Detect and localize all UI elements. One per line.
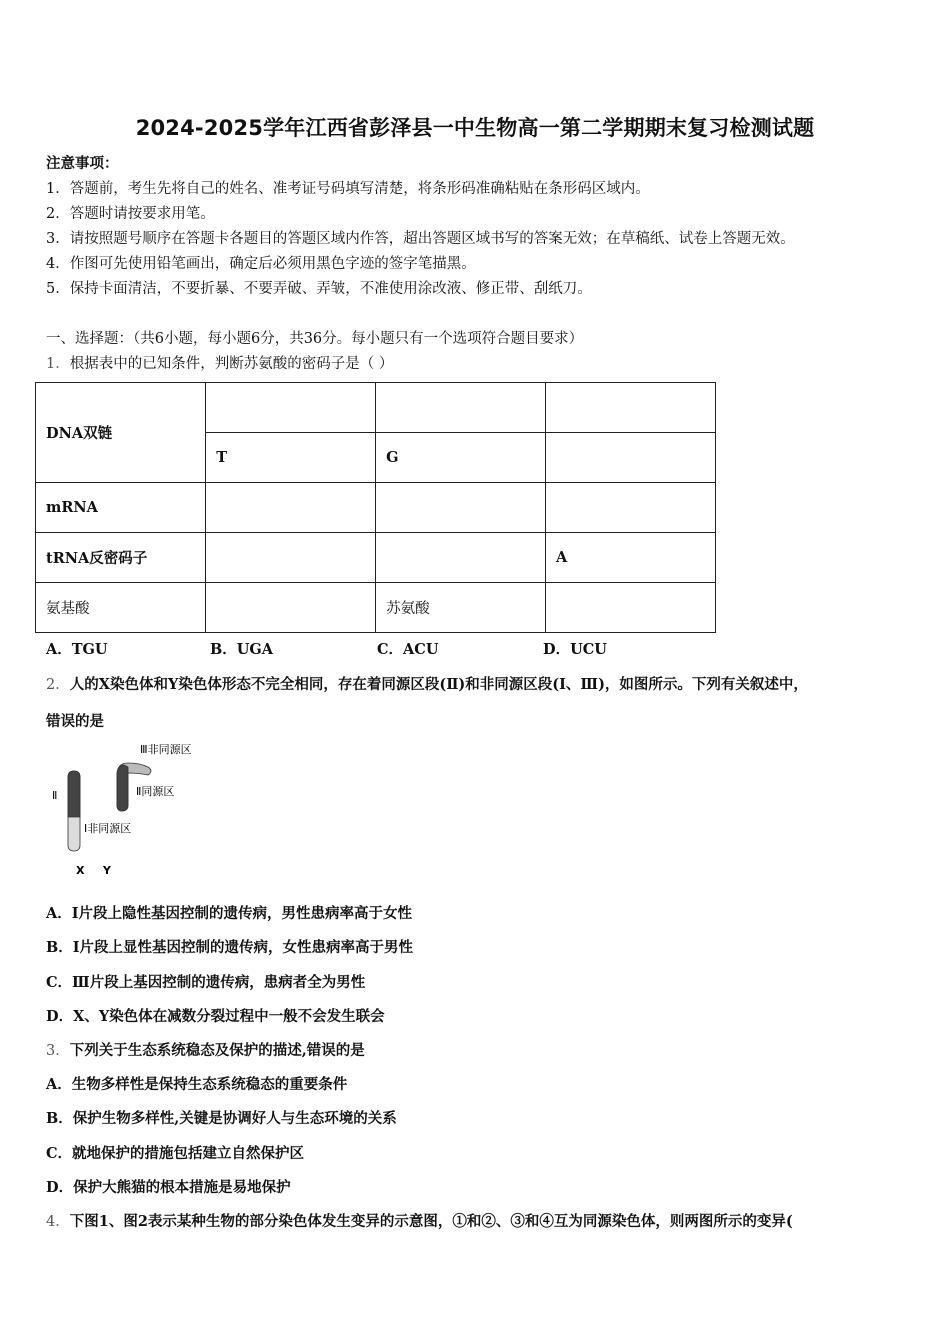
option-d: D．X、Y染色体在减数分裂过程中一般不会发生联会 [46,1008,385,1025]
table-row-label: DNA双链 [36,383,206,483]
table-cell [546,583,716,633]
table-row-label: 氨基酸 [36,583,206,633]
label-i: Ⅰ非同源区 [84,822,132,835]
table-cell: T [206,433,376,483]
question-2 [46,673,808,694]
notice-item: 5．保持卡面清洁，不要折暴、不要弄破、弄皱，不准使用涂改液、修正带、刮纸刀。 [46,281,592,297]
question-stem: 人的X染色体和Y染色体形态不完全相同，存在着同源区段(Ⅱ)和非同源区段(Ⅰ、Ⅲ)，如图所示。下列有关叙述中， [69,676,808,693]
notice-item: 4．作图可先使用铅笔画出，确定后必须用黑色字迹的签字笔描黑。 [46,256,476,272]
notice-item: 3．请按照题号顺序在答题卡各题目的答题区域内作答，超出答题区域书写的答案无效；在草稿纸、试卷上答题无效。 [46,231,795,247]
option-a: A．生物多样性是保持生态系统稳态的重要条件 [46,1076,348,1093]
question-stem-cont: 错误的是 [46,713,104,730]
table-cell [206,383,376,433]
table-cell [206,533,376,583]
codon-table [35,382,716,633]
question-number: 3． [46,1043,70,1059]
question-stem: 根据表中的已知条件，判断苏氨酸的密码子是（ ） [69,356,394,372]
table-cell [206,583,376,633]
page-title: 2024-2025学年江西省彭泽县一中生物高一第二学期期末复习检测试题 [135,116,815,140]
notice-item: 1．答题前，考生先将自己的姓名、准考证号码填写清楚，将条形码准确粘贴在条形码区域内。 [46,181,650,197]
option-a: A．Ⅰ片段上隐性基因控制的遗传病，男性患病率高于女性 [46,905,413,922]
table-row-label: mRNA [36,483,206,533]
table-cell [206,483,376,533]
table-row-label: tRNA反密码子 [36,533,206,583]
xy-chromosome-figure [40,735,240,885]
y-chromosome-homologous [117,765,128,811]
option-c: C．ACU [377,641,439,658]
option-a: A．TGU [46,641,108,658]
question-3 [46,1039,365,1060]
table-cell [546,433,716,483]
table-cell [546,483,716,533]
option-b: B．Ⅰ片段上显性基因控制的遗传病，女性患病率高于男性 [46,939,414,956]
option-d: D．UCU [543,641,607,658]
x-chromosome-homologous [68,771,80,817]
label-y: Y [103,864,111,877]
question-number: 2． [46,677,70,693]
table-cell: 苏氨酸 [376,583,546,633]
option-b: B．保护生物多样性,关键是协调好人与生态环境的关系 [46,1110,397,1127]
notice-item: 2．答题时请按要求用笔。 [46,206,215,222]
question-number: 4． [46,1214,70,1230]
table-cell [376,383,546,433]
table-cell [376,483,546,533]
option-c: C．就地保护的措施包括建立自然保护区 [46,1145,305,1162]
question-stem: 下图1、图2表示某种生物的部分染色体发生变异的示意图，①和②、③和④互为同源染色体，则两图所示的变异( [69,1213,793,1230]
option-c: C．Ⅲ片段上基因控制的遗传病，患病者全为男性 [46,974,366,991]
section-heading: 一、选择题：（共6小题，每小题6分，共36分。每小题只有一个选项符合题目要求） [46,331,584,347]
question-number: 1． [46,356,70,372]
question-stem: 下列关于生态系统稳态及保护的描述,错误的是 [69,1042,365,1059]
table-cell: A [546,533,716,583]
option-b: B．UGA [210,641,274,658]
table-cell: G [376,433,546,483]
label-x: X [76,864,85,877]
label-ii-left: Ⅱ [52,789,58,802]
table-cell [376,533,546,583]
option-d: D．保护大熊猫的根本措施是易地保护 [46,1179,291,1196]
question-1 [46,352,393,373]
label-iii: Ⅲ非同源区 [140,743,192,756]
question-4 [46,1210,793,1231]
table-cell [546,383,716,433]
label-ii-right: Ⅱ同源区 [136,785,175,798]
notice-heading: 注意事项： [46,155,119,172]
